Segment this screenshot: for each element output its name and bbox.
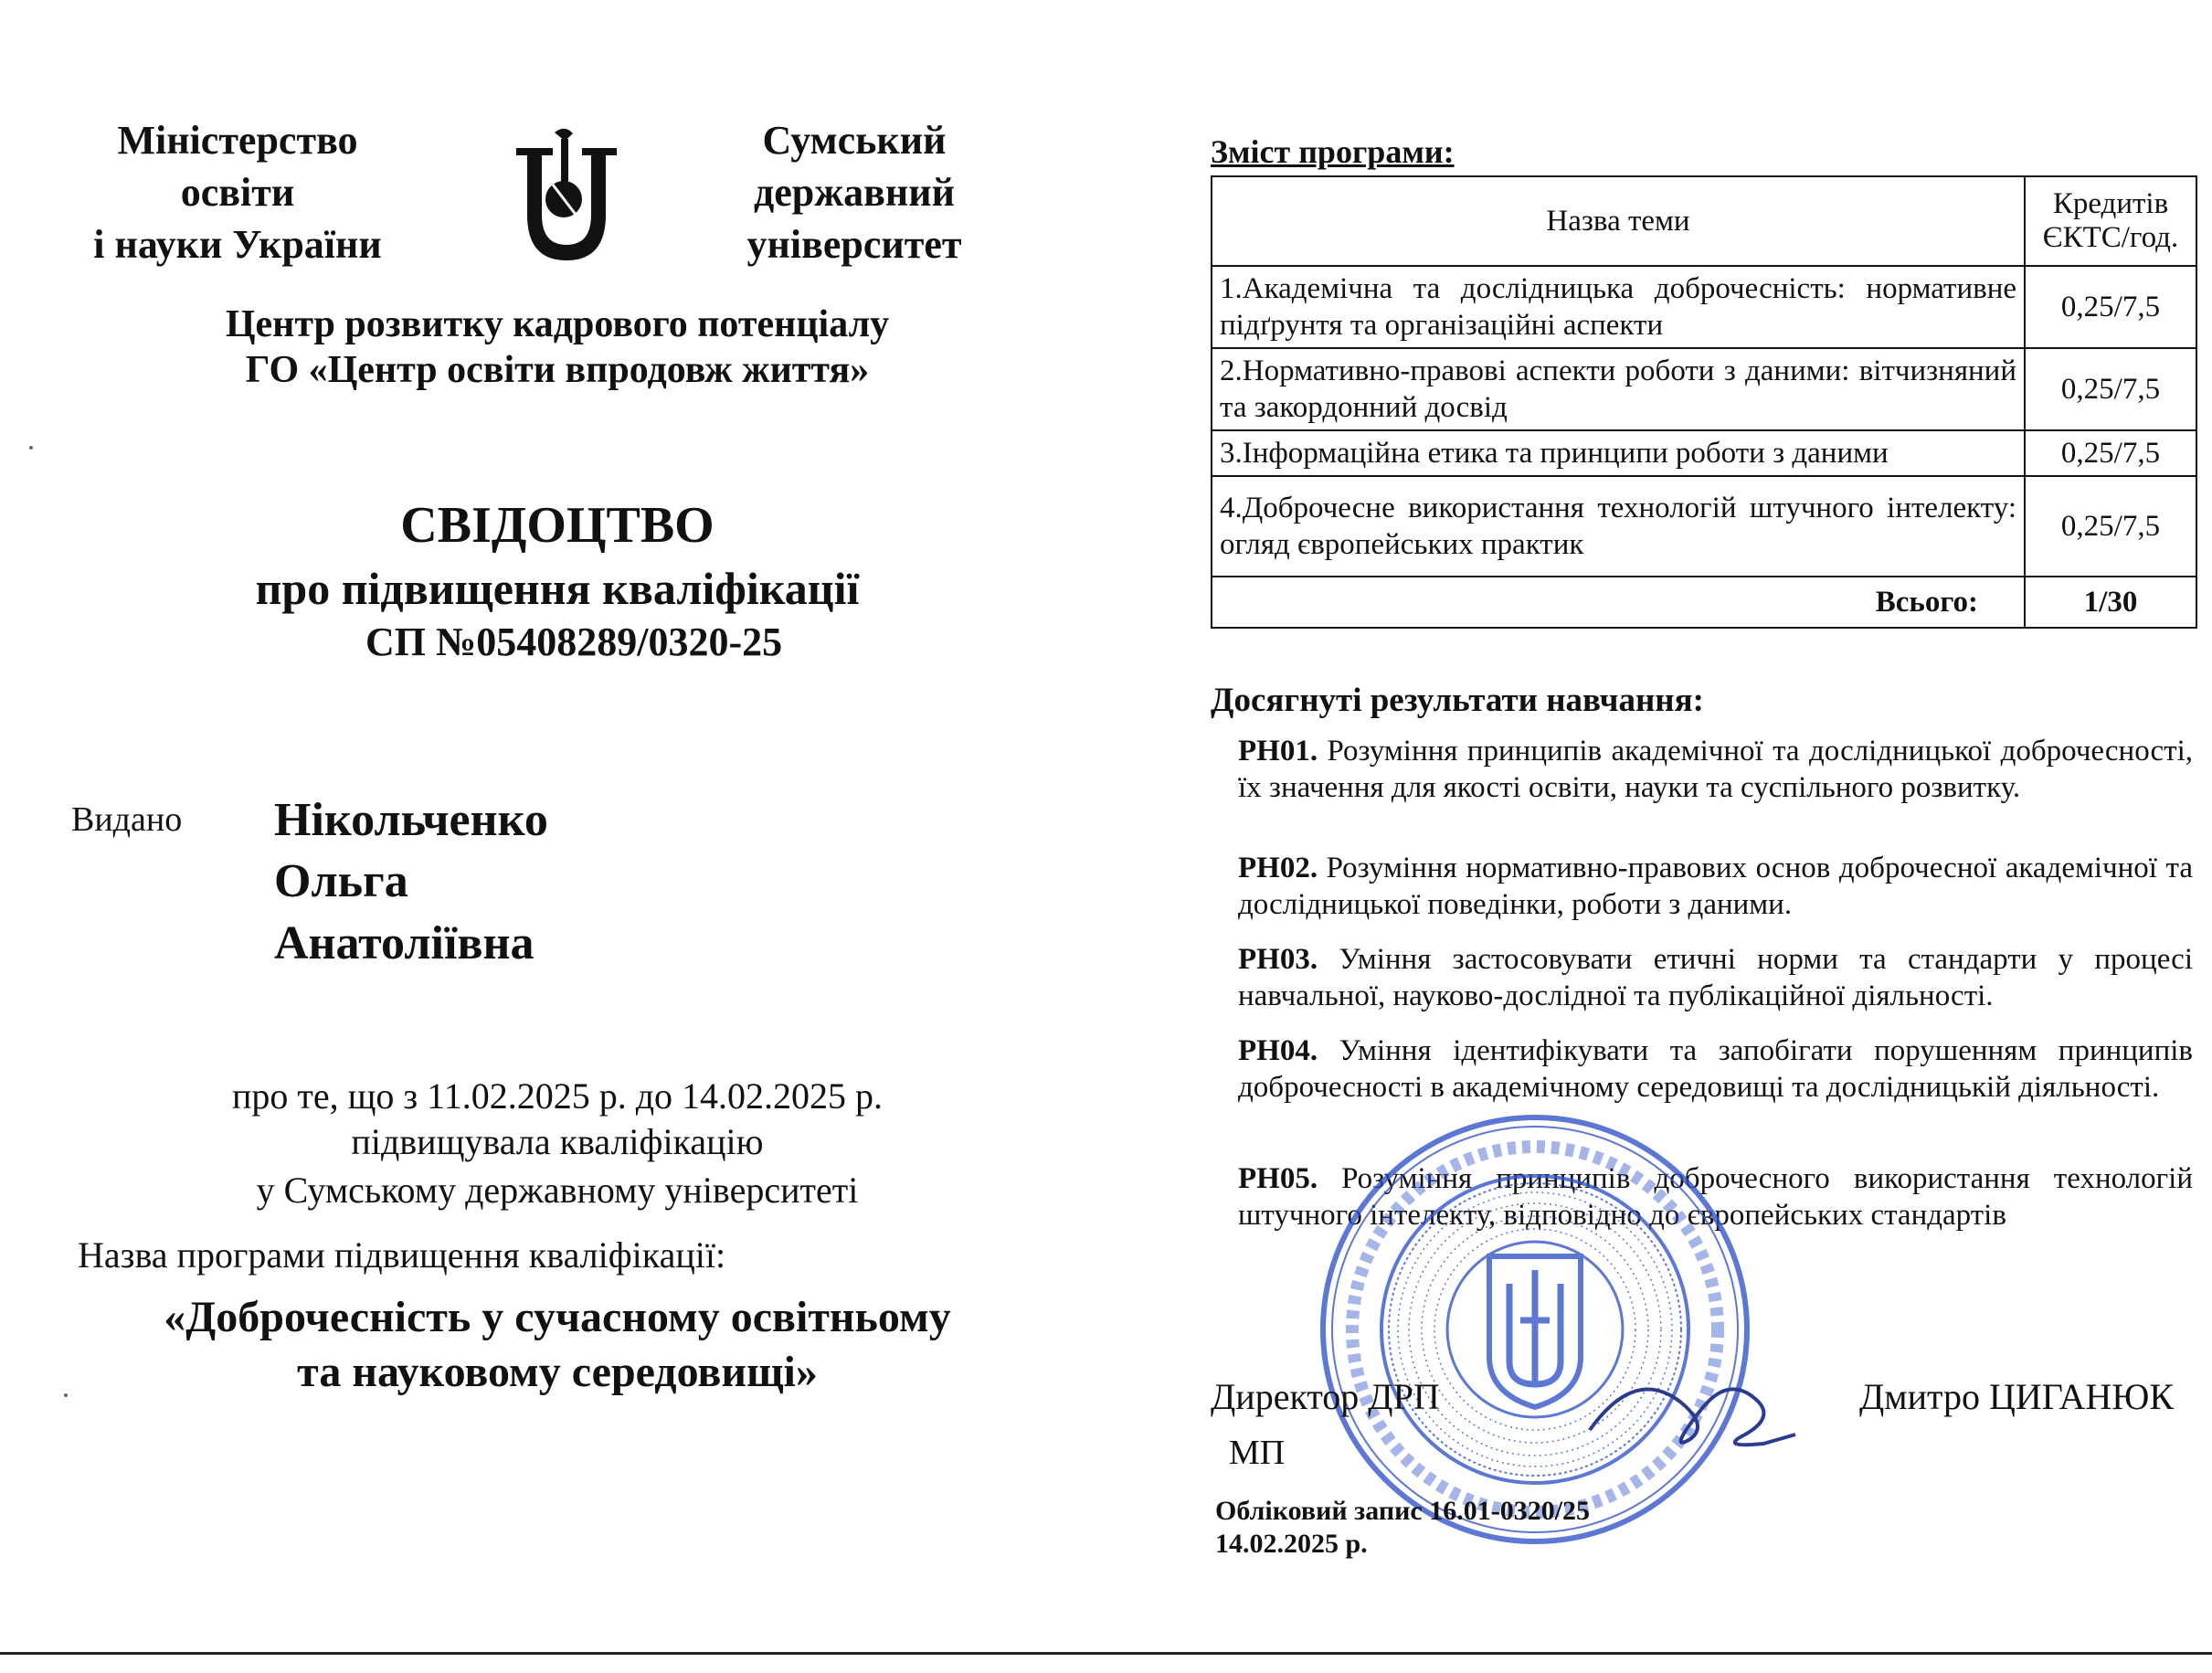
result-text: Уміння застосовувати етичні норми та стандарти у процесі навчальної, науково-дослідної та публікаційної діяльності. — [1238, 943, 2193, 1012]
record-number: Обліковий запис 16.01-0320/25 — [1215, 1496, 1591, 1526]
result-code: РН04. — [1238, 1034, 1318, 1067]
statement-line: підвищувала кваліфікацію — [351, 1121, 764, 1162]
official-stamp-icon — [1316, 1110, 1754, 1549]
center-name: Центр розвитку кадрового потенціалу ГО «Центр освіти впродовж життя» — [225, 303, 890, 391]
issued-label: Видано — [71, 800, 183, 839]
result-code: РН05. — [1238, 1162, 1318, 1195]
director-signature-icon — [1581, 1348, 1800, 1457]
program-name: «Доброчесність у сучасному освітньому та науковому середовищі» — [164, 1293, 951, 1396]
university-name: Сумський державний університет — [746, 118, 962, 267]
page-edge-line — [0, 1652, 2212, 1655]
credit-cell: 0,25/7,5 — [2025, 476, 2196, 577]
speck — [64, 1393, 68, 1397]
program-label: Назва програми підвищення кваліфікації: — [78, 1234, 726, 1276]
result-code: РН01. — [1238, 735, 1318, 768]
statement-line: про те, що з 11.02.2025 р. до 14.02.2025 р. — [231, 1075, 884, 1117]
table-row — [1212, 476, 2196, 577]
total-value: 1/30 — [2025, 577, 2196, 628]
document-subtitle: про підвищення кваліфікації — [255, 563, 860, 614]
content-title: Зміст програми: — [1211, 133, 1455, 170]
director-label: Директор ДРП — [1211, 1376, 1440, 1417]
credit-cell: 0,25/7,5 — [2025, 348, 2196, 430]
header-topic: Назва теми — [1212, 176, 2025, 266]
person-surname: Нікольченко — [274, 794, 548, 846]
result-item — [1238, 850, 2193, 923]
speck — [29, 446, 33, 450]
person-patronymic: Анатоліївна — [274, 917, 534, 969]
table-header-row — [1212, 176, 2196, 266]
result-code: РН02. — [1238, 852, 1318, 884]
stamp-label: МП — [1229, 1434, 1286, 1472]
result-text: Розуміння принципів доброчесного використання технологій штучного інтелекту, відповідно до європейських стандартів — [1238, 1162, 2193, 1232]
statement-line: у Сумському державному університеті — [256, 1170, 859, 1211]
total-label: Всього: — [1212, 577, 2025, 628]
topic-cell: 1.Академічна та дослідницька доброчесність: нормативне підґрунтя та організаційні аспекти — [1212, 266, 2025, 348]
record-date: 14.02.2025 р. — [1215, 1529, 1368, 1559]
topic-cell: 4.Доброчесне використання технологій штучного інтелекту: огляд європейських практик — [1212, 476, 2025, 577]
result-code: РН03. — [1238, 943, 1318, 976]
person-name: Ольга — [274, 855, 408, 907]
result-text: Розуміння принципів академічної та дослідницької доброчесності, їх значення для якості освіти, науки та суспільного розвитку. — [1238, 735, 2193, 804]
result-item — [1238, 1032, 2193, 1106]
table-total-row — [1212, 577, 2196, 628]
university-logo-icon — [498, 128, 635, 265]
header-credits: Кредитів ЄКТС/год. — [2025, 176, 2196, 266]
credit-cell: 0,25/7,5 — [2025, 430, 2196, 476]
director-name: Дмитро ЦИГАНЮК — [1859, 1376, 2175, 1417]
document-title: СВІДОЦТВО — [400, 497, 714, 554]
result-text: Розуміння нормативно-правових основ доброчесної академічної та дослідницької поведінки, роботи з даними. — [1238, 852, 2193, 921]
program-table — [1211, 175, 2197, 629]
result-item — [1238, 733, 2193, 806]
result-text: Уміння ідентифікувати та запобігати порушенням принципів доброчесності в академічному середовищі та дослідницькій діяльності. — [1238, 1034, 2193, 1104]
result-item — [1238, 941, 2193, 1014]
topic-cell: 3.Інформаційна етика та принципи роботи з даними — [1212, 430, 2025, 476]
results-title: Досягнуті результати навчання: — [1211, 682, 1704, 719]
ministry-name: Міністерство освіти і науки України — [93, 118, 382, 267]
table-row — [1212, 430, 2196, 476]
table-row — [1212, 348, 2196, 430]
document-number: СП №05408289/0320-25 — [365, 619, 783, 664]
table-row — [1212, 266, 2196, 348]
credit-cell: 0,25/7,5 — [2025, 266, 2196, 348]
topic-cell: 2.Нормативно-правові аспекти роботи з даними: вітчизняний та закордонний досвід — [1212, 348, 2025, 430]
